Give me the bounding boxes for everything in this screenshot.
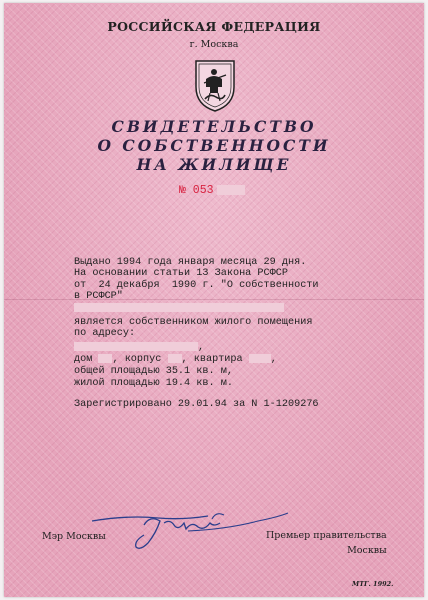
law-name-line — [74, 291, 123, 302]
registration-line: Зарегистрировано 29.01.94 за N 1-1209276 — [74, 399, 319, 410]
korpus-label: , корпус — [112, 354, 162, 366]
kvartira-label: , квартира — [181, 354, 243, 366]
redacted-building — [168, 354, 182, 363]
mayor-title: Мэр Москвы — [42, 531, 106, 542]
issued-line: Выдано 1994 года января месяца 29 дня. — [74, 257, 307, 268]
moscow-coat-of-arms-icon — [192, 57, 238, 113]
title-line-1: СВИДЕТЕЛЬСТВО — [111, 117, 317, 136]
total-area-line: общей площадью 35.1 кв. м, — [74, 366, 233, 377]
owner-line: является собственником жилого помещения — [74, 317, 313, 328]
print-mark: МТГ. 1992. — [352, 580, 394, 588]
redacted-street — [74, 342, 198, 351]
building-line-end: , — [270, 354, 277, 366]
law-date-line: от 24 декабря 1990 г. "О собственности — [74, 280, 319, 291]
title-line-3: НА ЖИЛИЩЕ — [136, 155, 292, 174]
dom-label: дом — [74, 354, 93, 366]
certificate-number-text: № 053 — [179, 184, 214, 197]
premier-title-line-2: Москвы — [347, 545, 387, 556]
law-name-text: в РСФСР" — [74, 291, 123, 302]
address-label-line: по адресу: — [74, 328, 136, 339]
building-line — [74, 354, 277, 365]
living-area-line: жилой площадью 19.4 кв. м. — [74, 378, 233, 389]
fold-line — [4, 299, 424, 300]
certificate-sheet — [4, 3, 424, 597]
premier-title-line-1: Премьер правительства — [266, 530, 387, 541]
address-street-line — [74, 342, 204, 353]
redacted-block — [217, 185, 245, 195]
certificate-number — [179, 184, 245, 197]
city-name: г. Москва — [189, 39, 239, 50]
redacted-house — [98, 354, 112, 363]
country-name: РОССИЙСКАЯ ФЕДЕРАЦИЯ — [107, 19, 321, 34]
redacted-owner-name — [74, 303, 284, 312]
owner-name-line — [74, 303, 284, 314]
premier-title — [266, 528, 387, 558]
title-line-2: О СОБСТВЕННОСТИ — [97, 136, 331, 155]
basis-line: На основании статьи 13 Закона РСФСР — [74, 268, 288, 279]
redacted-apartment — [249, 354, 271, 363]
address-comma: , — [198, 342, 205, 354]
